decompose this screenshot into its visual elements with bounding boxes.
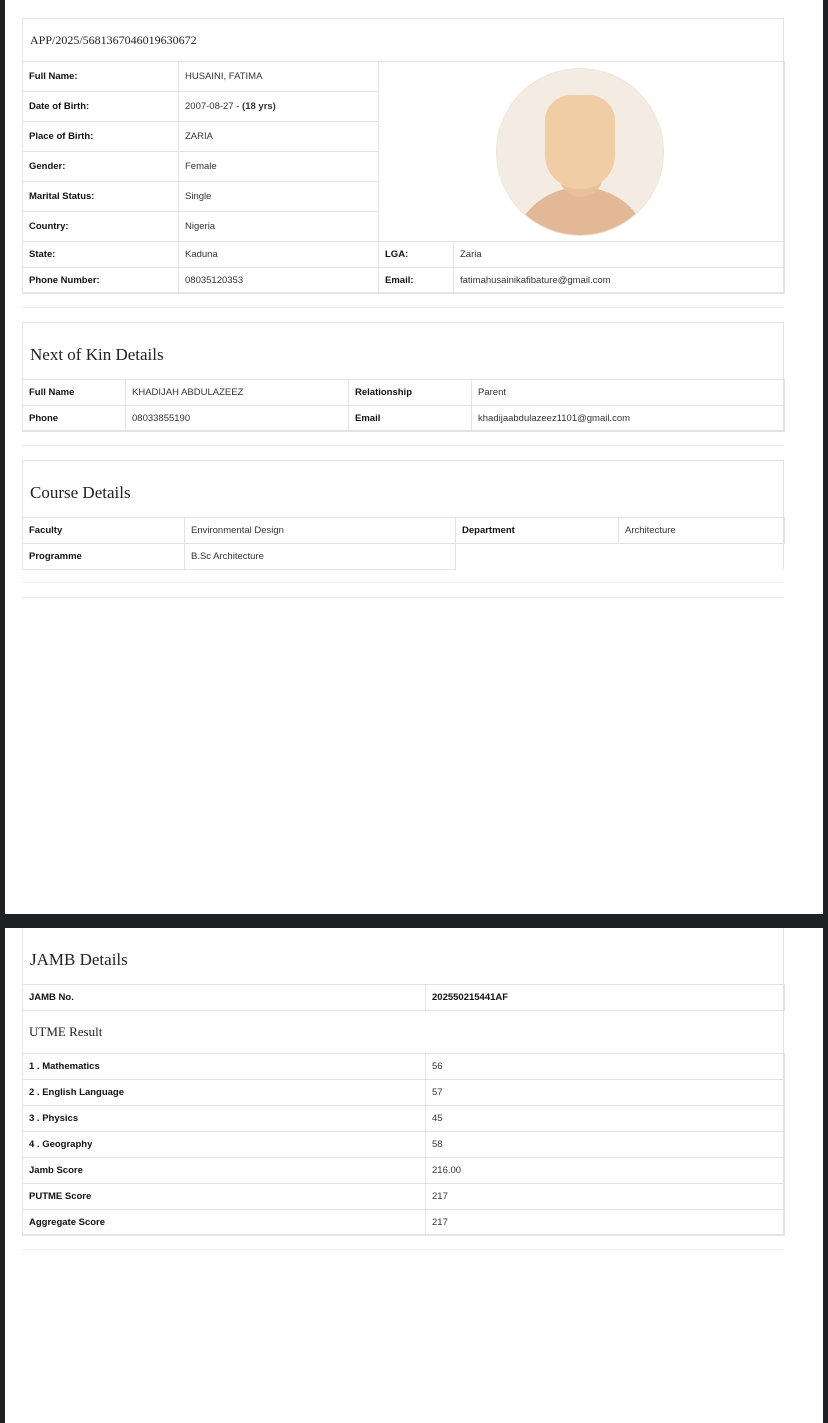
utme-result-label: 2 . English Language xyxy=(23,1080,426,1106)
document-page-1 xyxy=(5,0,823,914)
applicant-details-box xyxy=(22,18,784,293)
kin-relationship-label: Relationship xyxy=(349,380,472,406)
kin-email-label: Email xyxy=(349,406,472,432)
utme-result-row xyxy=(23,1184,785,1210)
utme-result-value: 216.00 xyxy=(426,1158,785,1184)
pob-label: Place of Birth: xyxy=(23,122,179,152)
utme-result-label: 1 . Mathematics xyxy=(23,1054,426,1080)
photo-cell xyxy=(379,62,785,242)
state-value: Kaduna xyxy=(179,242,379,268)
email-label: Email: xyxy=(379,268,454,294)
next-of-kin-title: Next of Kin Details xyxy=(23,323,783,380)
utme-result-label: 3 . Physics xyxy=(23,1106,426,1132)
programme-value: B.Sc Architecture xyxy=(185,544,456,570)
email-value: fatimahusainikafibature@gmail.com xyxy=(454,268,785,294)
full-name-value: HUSAINI, FATIMA xyxy=(179,62,379,92)
utme-result-row xyxy=(23,1054,785,1080)
kin-email-value: khadijaabdulazeez1101@gmail.com xyxy=(472,406,785,432)
utme-result-label: Jamb Score xyxy=(23,1158,426,1184)
utme-result-row xyxy=(23,1080,785,1106)
utme-result-label: Aggregate Score xyxy=(23,1210,426,1236)
utme-result-title: UTME Result xyxy=(23,1010,783,1054)
jamb-no-value: 202550215441AF xyxy=(426,985,785,1011)
application-number: APP/2025/5681367046019630672 xyxy=(23,19,783,62)
jamb-details-box xyxy=(22,928,784,1235)
utme-result-value: 217 xyxy=(426,1210,785,1236)
utme-result-value: 217 xyxy=(426,1184,785,1210)
next-of-kin-box xyxy=(22,322,784,431)
utme-result-value: 58 xyxy=(426,1132,785,1158)
kin-relationship-value: Parent xyxy=(472,380,785,406)
utme-result-label: 4 . Geography xyxy=(23,1132,426,1158)
dob-label: Date of Birth: xyxy=(23,92,179,122)
lga-value: Zaria xyxy=(454,242,785,268)
next-of-kin-table xyxy=(22,379,785,432)
course-details-box xyxy=(22,460,784,569)
kin-phone-value: 08033855190 xyxy=(126,406,349,432)
user-silhouette-icon xyxy=(496,68,664,236)
kin-name-value: KHADIJAH ABDULAZEEZ xyxy=(126,380,349,406)
utme-result-row xyxy=(23,1132,785,1158)
jamb-no-label: JAMB No. xyxy=(23,985,426,1011)
gender-label: Gender: xyxy=(23,152,179,182)
utme-result-row xyxy=(23,1158,785,1184)
pob-value: ZARIA xyxy=(179,122,379,152)
jamb-details-title: JAMB Details xyxy=(23,928,783,985)
course-table xyxy=(22,517,785,570)
utme-result-label: PUTME Score xyxy=(23,1184,426,1210)
course-details-title: Course Details xyxy=(23,461,783,518)
faculty-label: Faculty xyxy=(23,518,185,544)
utme-result-table xyxy=(22,1053,785,1236)
state-label: State: xyxy=(23,242,179,268)
country-label: Country: xyxy=(23,212,179,242)
gender-value: Female xyxy=(179,152,379,182)
utme-result-value: 56 xyxy=(426,1054,785,1080)
applicant-table xyxy=(22,61,785,294)
country-value: Nigeria xyxy=(179,212,379,242)
utme-result-row xyxy=(23,1106,785,1132)
utme-result-value: 45 xyxy=(426,1106,785,1132)
department-label: Department xyxy=(456,518,619,544)
kin-phone-label: Phone xyxy=(23,406,126,432)
lga-label: LGA: xyxy=(379,242,454,268)
age-value: (18 yrs) xyxy=(242,101,276,112)
document-page-2 xyxy=(5,928,823,1423)
phone-value: 08035120353 xyxy=(179,268,379,294)
dob-value: 2007-08-27 - (18 yrs) xyxy=(179,92,379,122)
marital-value: Single xyxy=(179,182,379,212)
full-name-label: Full Name: xyxy=(23,62,179,92)
marital-label: Marital Status: xyxy=(23,182,179,212)
programme-label: Programme xyxy=(23,544,185,570)
jamb-no-table xyxy=(22,984,785,1011)
kin-name-label: Full Name xyxy=(23,380,126,406)
utme-result-value: 57 xyxy=(426,1080,785,1106)
department-value: Architecture xyxy=(619,518,785,544)
utme-result-row xyxy=(23,1210,785,1236)
faculty-value: Environmental Design xyxy=(185,518,456,544)
phone-label: Phone Number: xyxy=(23,268,179,294)
